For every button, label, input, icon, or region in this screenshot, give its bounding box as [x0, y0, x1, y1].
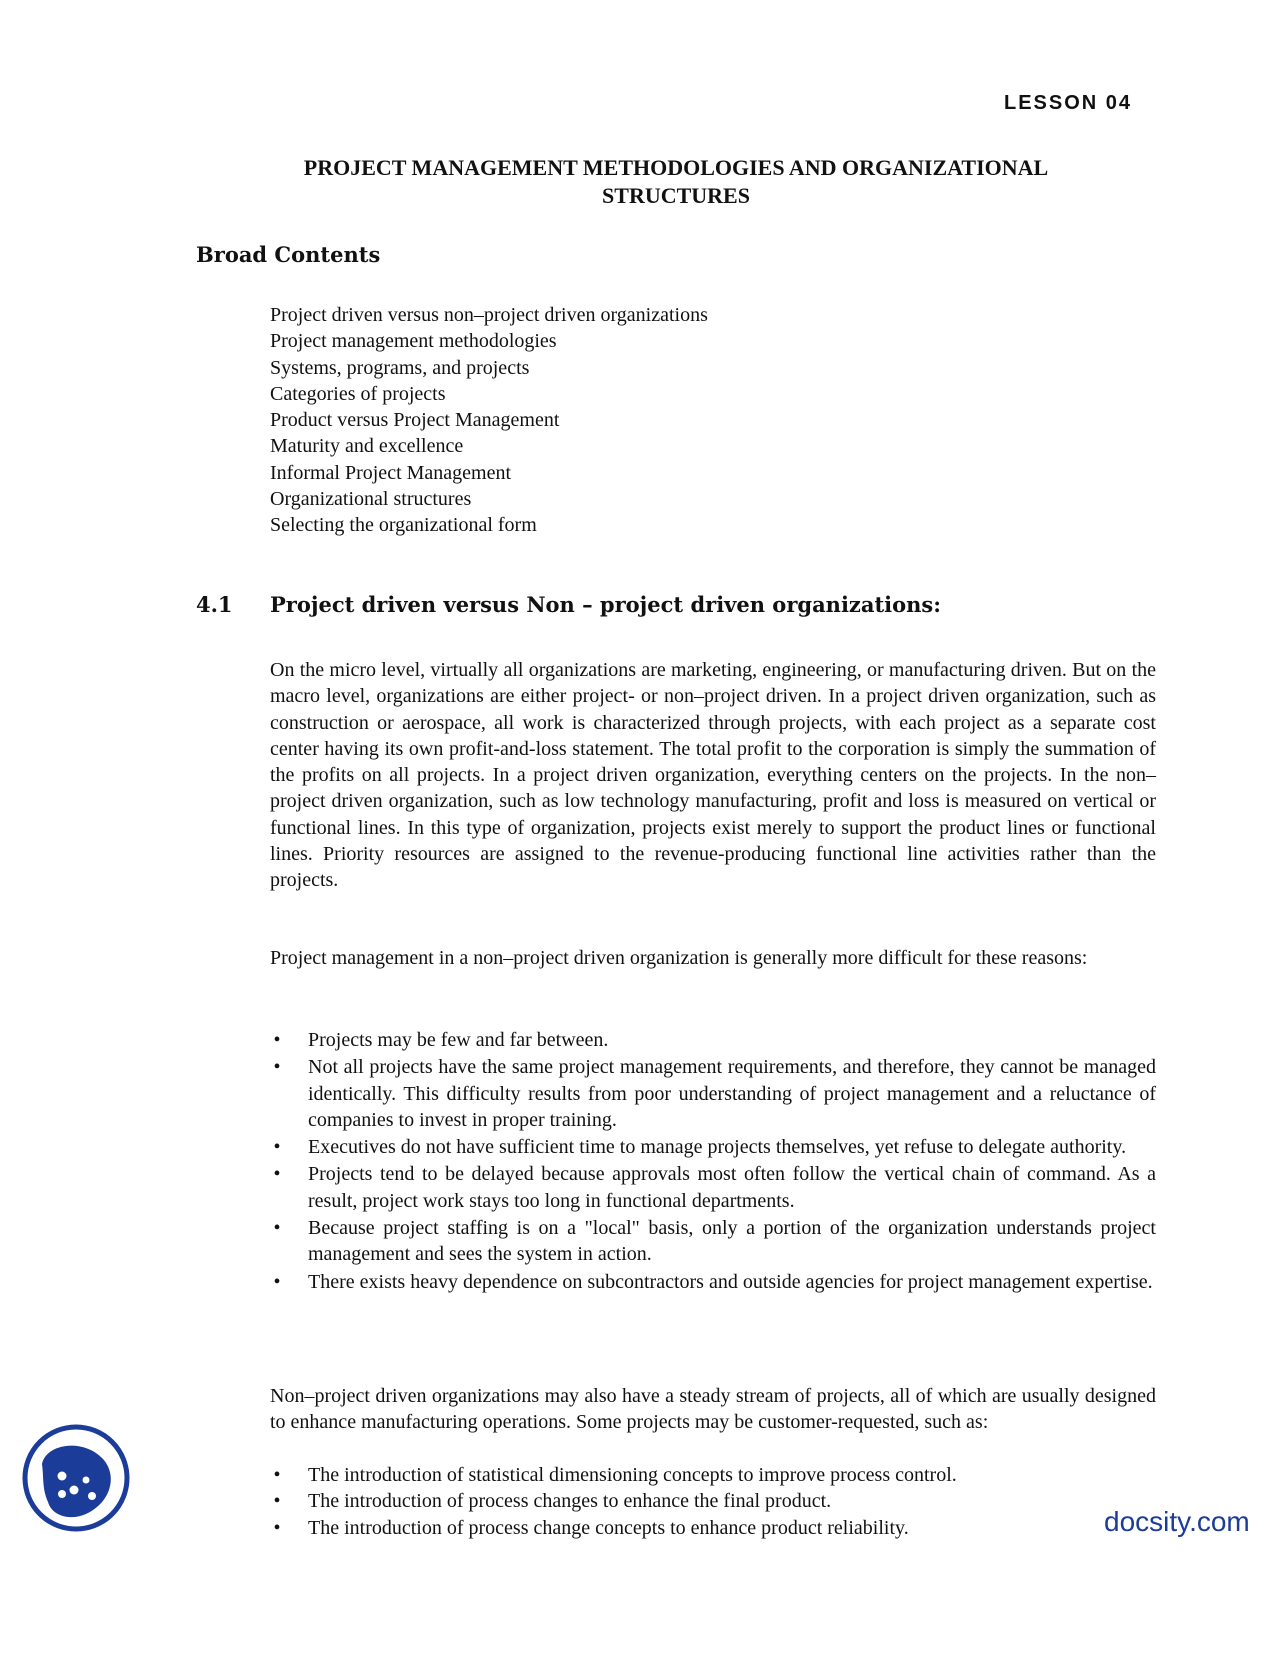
bullet-icon: • — [273, 1029, 281, 1051]
paragraph-3: Non–project driven organizations may also have a steady stream of projects, all of which are usually designed to enhance manufacturing operations. Some projects may be customer-requested, such as: — [270, 1385, 1156, 1434]
contents-item: Product versus Project Management — [270, 409, 560, 432]
title-line-1: PROJECT MANAGEMENT METHODOLOGIES AND ORGANIZATIONAL — [303, 155, 1049, 180]
list-item — [270, 1462, 1156, 1488]
contents-item: Selecting the organizational form — [270, 514, 537, 537]
list-item-text: The introduction of statistical dimensioning concepts to improve process control. — [308, 1464, 957, 1486]
bullet-icon: • — [273, 1056, 281, 1079]
document-title — [196, 154, 1156, 210]
bullet-icon: • — [273, 1270, 281, 1293]
contents-list — [270, 302, 708, 539]
bullet-icon: • — [273, 1136, 281, 1159]
list-item-text: Not all projects have the same project management requirements, and therefore, they cannot be managed identically. This difficulty results from poor understanding of project management and a reluctance of companies to invest in proper training. — [308, 1056, 1156, 1131]
bullet-icon: • — [273, 1490, 281, 1513]
lesson-label: LESSON 04 — [1004, 92, 1133, 114]
bullet-icon: • — [273, 1217, 281, 1240]
contents-item: Informal Project Management — [270, 461, 512, 484]
list-item — [270, 1134, 1156, 1160]
list-item — [270, 1215, 1156, 1268]
bullet-icon: • — [273, 1516, 281, 1539]
list-item-text: Projects may be few and far between. — [308, 1029, 609, 1051]
section-heading — [196, 592, 1156, 617]
list-item — [270, 1488, 1156, 1514]
paragraph-1: On the micro level, virtually all organizations are marketing, engineering, or manufacturing driven. But on the macro level, organizations are either project- or non–project driven. In a project driven organization, such as construction or aerospace, all work is characterized through projects, with each project as a separate cost center having its own profit-and-loss statement. The total profit to the corporation is simply the summation of the profits on all projects. In a project driven organization, everything centers on the projects. In the non–project driven organization, such as low technology manufacturing, profit and loss is measured on vertical or functional lines. In this type of organization, projects exist merely to support the product lines or functional lines. Priority resources are assigned to the revenue-producing functional line activities rather than the projects. — [270, 659, 1156, 892]
list-item-text: Because project staffing is on a "local" basis, only a portion of the organization understands project management and sees the system in action. — [308, 1217, 1156, 1266]
broad-contents-heading: Broad Contents — [196, 242, 381, 267]
section-number: 4.1 — [196, 592, 233, 617]
contents-item: Categories of projects — [270, 382, 446, 405]
title-line-2: STRUCTURES — [602, 183, 750, 208]
paragraph-2: Project management in a non–project driven organization is generally more difficult for these reasons: — [270, 947, 1088, 969]
contents-item: Project management methodologies — [270, 330, 557, 353]
list-item — [270, 1027, 1156, 1053]
contents-item: Organizational structures — [270, 488, 472, 511]
examples-list — [270, 1462, 1156, 1541]
docsity-logo-icon — [22, 1424, 130, 1532]
contents-item: Systems, programs, and projects — [270, 356, 530, 379]
contents-item: Project driven versus non–project driven organizations — [270, 304, 708, 326]
bullet-icon: • — [273, 1163, 281, 1186]
list-item-text: The introduction of process change concepts to enhance product reliability. — [308, 1516, 909, 1539]
list-item — [270, 1269, 1156, 1295]
bullet-icon: • — [273, 1464, 281, 1486]
list-item — [270, 1054, 1156, 1133]
docsity-brand-text[interactable]: docsity.com — [1104, 1506, 1250, 1537]
reasons-list — [270, 1027, 1156, 1296]
list-item-text: Executives do not have sufficient time to manage projects themselves, yet refuse to delegate authority. — [308, 1136, 1127, 1159]
list-item-text: Projects tend to be delayed because approvals most often follow the vertical chain of command. As a result, project work stays too long in functional departments. — [308, 1163, 1156, 1212]
list-item-text: There exists heavy dependence on subcontractors and outside agencies for project management expertise. — [308, 1270, 1153, 1293]
contents-item: Maturity and excellence — [270, 435, 464, 458]
list-item — [270, 1515, 1156, 1541]
list-item-text: The introduction of process changes to enhance the final product. — [308, 1490, 832, 1513]
section-title: Project driven versus Non – project driven organizations: — [270, 592, 941, 617]
list-item — [270, 1161, 1156, 1214]
